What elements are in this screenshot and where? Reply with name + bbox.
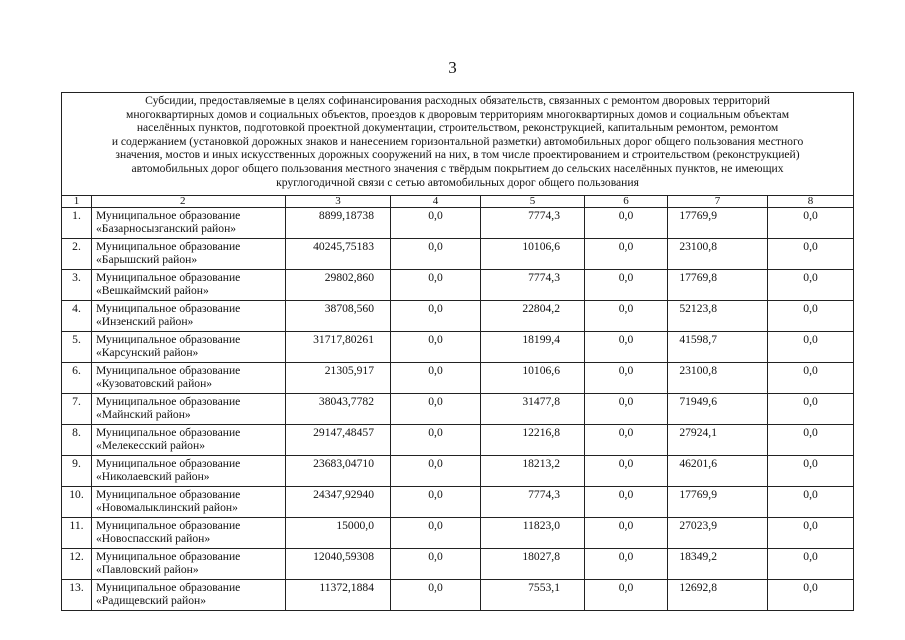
cell-col-3: 15000,0 [286, 518, 391, 549]
municipality-name [92, 394, 286, 425]
cell-col-4: 0,0 [391, 518, 481, 549]
municipality-name [92, 549, 286, 580]
cell-col-3: 31717,80261 [286, 332, 391, 363]
row-number: 5. [62, 332, 92, 363]
table-row [62, 580, 854, 611]
municipality-name-line: Муниципальное образование [96, 302, 241, 315]
cell-col-8: 0,0 [768, 332, 854, 363]
cell-col-6: 0,0 [585, 456, 668, 487]
cell-col-4: 0,0 [391, 487, 481, 518]
municipality-name-line: «Новоспасский район» [96, 532, 211, 545]
table-row [62, 394, 854, 425]
cell-col-6: 0,0 [585, 270, 668, 301]
table-row [62, 487, 854, 518]
row-number: 2. [62, 239, 92, 270]
cell-col-3: 24347,92940 [286, 487, 391, 518]
cell-col-7: 17769,8 [668, 270, 768, 301]
cell-col-7: 46201,6 [668, 456, 768, 487]
cell-col-3: 40245,75183 [286, 239, 391, 270]
cell-col-5: 11823,0 [481, 518, 585, 549]
municipality-name-line: «Павловский район» [96, 563, 199, 576]
municipality-name-line: Муниципальное образование [96, 240, 241, 253]
municipality-name [92, 425, 286, 456]
column-header: 5 [481, 196, 585, 208]
cell-col-8: 0,0 [768, 456, 854, 487]
cell-col-6: 0,0 [585, 332, 668, 363]
municipality-name-line: «Инзенский район» [96, 315, 194, 328]
table-row [62, 363, 854, 394]
title-line: Субсидии, предоставляемые в целях софинансирования расходных обязательств, связанных с ремонтом дворовых территорий [145, 94, 770, 107]
municipality-name [92, 208, 286, 239]
cell-col-6: 0,0 [585, 487, 668, 518]
municipality-name [92, 332, 286, 363]
cell-col-5: 22804,2 [481, 301, 585, 332]
row-number: 9. [62, 456, 92, 487]
cell-col-7: 41598,7 [668, 332, 768, 363]
cell-col-7: 23100,8 [668, 363, 768, 394]
cell-col-4: 0,0 [391, 456, 481, 487]
row-number: 6. [62, 363, 92, 394]
cell-col-8: 0,0 [768, 425, 854, 456]
municipality-name-line: Муниципальное образование [96, 519, 241, 532]
cell-col-8: 0,0 [768, 549, 854, 580]
row-number: 3. [62, 270, 92, 301]
municipality-name-line: Муниципальное образование [96, 209, 241, 222]
cell-col-8: 0,0 [768, 270, 854, 301]
cell-col-8: 0,0 [768, 518, 854, 549]
cell-col-5: 12216,8 [481, 425, 585, 456]
municipality-name [92, 239, 286, 270]
cell-col-4: 0,0 [391, 580, 481, 611]
municipality-name [92, 518, 286, 549]
cell-col-6: 0,0 [585, 425, 668, 456]
table-row [62, 270, 854, 301]
title-line: автомобильных дорог общего пользования местного значения с твёрдым покрытием до сельских населённых пунктов, не имеющих [131, 161, 784, 175]
row-number: 11. [62, 518, 92, 549]
municipality-name-line: «Майнский район» [96, 408, 191, 421]
table-title [62, 93, 854, 196]
cell-col-5: 10106,6 [481, 363, 585, 394]
municipality-name-line: «Барышский район» [96, 253, 198, 266]
cell-col-4: 0,0 [391, 239, 481, 270]
cell-col-8: 0,0 [768, 239, 854, 270]
municipality-name-line: «Вешкаймский район» [96, 284, 209, 297]
cell-col-8: 0,0 [768, 487, 854, 518]
cell-col-4: 0,0 [391, 363, 481, 394]
municipality-name-line: «Николаевский район» [96, 470, 210, 483]
cell-col-7: 17769,9 [668, 208, 768, 239]
row-number: 7. [62, 394, 92, 425]
subsidies-table [61, 92, 854, 611]
table-row [62, 239, 854, 270]
municipality-name-line: Муниципальное образование [96, 457, 241, 470]
cell-col-6: 0,0 [585, 208, 668, 239]
cell-col-7: 23100,8 [668, 239, 768, 270]
row-number: 1. [62, 208, 92, 239]
column-header: 7 [668, 196, 768, 208]
table-row [62, 208, 854, 239]
cell-col-6: 0,0 [585, 301, 668, 332]
table-row [62, 549, 854, 580]
cell-col-3: 29147,48457 [286, 425, 391, 456]
row-number: 8. [62, 425, 92, 456]
row-number: 10. [62, 487, 92, 518]
cell-col-8: 0,0 [768, 301, 854, 332]
cell-col-4: 0,0 [391, 301, 481, 332]
cell-col-7: 18349,2 [668, 549, 768, 580]
cell-col-4: 0,0 [391, 394, 481, 425]
cell-col-3: 38043,7782 [286, 394, 391, 425]
row-number: 12. [62, 549, 92, 580]
cell-col-4: 0,0 [391, 549, 481, 580]
municipality-name [92, 301, 286, 332]
cell-col-6: 0,0 [585, 363, 668, 394]
cell-col-8: 0,0 [768, 580, 854, 611]
cell-col-3: 11372,1884 [286, 580, 391, 611]
row-number: 4. [62, 301, 92, 332]
title-line: значения, мостов и иных искусственных дорожных сооружений на них, в том числе проектированием и строительством (реконструкцией) [115, 148, 800, 162]
municipality-name-line: Муниципальное образование [96, 426, 241, 439]
page-number: 3 [448, 58, 457, 77]
municipality-name [92, 270, 286, 301]
cell-col-7: 52123,8 [668, 301, 768, 332]
cell-col-3: 38708,560 [286, 301, 391, 332]
cell-col-4: 0,0 [391, 425, 481, 456]
cell-col-8: 0,0 [768, 208, 854, 239]
column-header: 4 [391, 196, 481, 208]
municipality-name [92, 363, 286, 394]
cell-col-5: 18027,8 [481, 549, 585, 580]
cell-col-5: 7553,1 [481, 580, 585, 611]
municipality-name [92, 580, 286, 611]
cell-col-3: 21305,917 [286, 363, 391, 394]
municipality-name-line: Муниципальное образование [96, 395, 241, 408]
municipality-name-line: Муниципальное образование [96, 550, 241, 563]
cell-col-7: 27924,1 [668, 425, 768, 456]
cell-col-3: 8899,18738 [286, 208, 391, 239]
cell-col-4: 0,0 [391, 270, 481, 301]
municipality-name-line: «Новомалыклинский район» [96, 501, 238, 514]
column-header: 8 [768, 196, 854, 208]
title-line: и содержанием (установкой дорожных знаков и нанесением горизонтальной разметки) автомобильных дорог общего пользования местного [111, 134, 804, 148]
cell-col-6: 0,0 [585, 549, 668, 580]
column-header: 3 [286, 196, 391, 208]
municipality-name-line: Муниципальное образование [96, 333, 241, 346]
municipality-name-line: «Карсунский район» [96, 346, 199, 359]
cell-col-6: 0,0 [585, 580, 668, 611]
cell-col-5: 18199,4 [481, 332, 585, 363]
municipality-name-line: «Радищевский район» [96, 594, 207, 607]
table-row [62, 456, 854, 487]
cell-col-8: 0,0 [768, 363, 854, 394]
municipality-name-line: Муниципальное образование [96, 364, 241, 377]
cell-col-5: 10106,6 [481, 239, 585, 270]
municipality-name-line: Муниципальное образование [96, 271, 241, 284]
title-line: многоквартирных домов и социальных объектов, проездов к дворовым территориям многоквартирных домов и социальным объектам [126, 107, 790, 121]
title-line: круглогодичной связи с сетью автомобильных дорог общего пользования [276, 175, 639, 189]
column-header: 1 [62, 196, 92, 208]
municipality-name [92, 487, 286, 518]
table-row [62, 301, 854, 332]
municipality-name-line: Муниципальное образование [96, 488, 241, 501]
title-line: населённых пунктов, подготовкой проектной документации, строительством, реконструкцией, капитальным ремонтом, ремонтом [136, 121, 779, 135]
municipality-name-line: «Мелекесский район» [96, 439, 205, 452]
cell-col-5: 7774,3 [481, 270, 585, 301]
cell-col-7: 12692,8 [668, 580, 768, 611]
table-row [62, 332, 854, 363]
column-header: 2 [92, 196, 286, 208]
column-number-row [62, 196, 854, 208]
cell-col-3: 12040,59308 [286, 549, 391, 580]
cell-col-3: 23683,04710 [286, 456, 391, 487]
cell-col-4: 0,0 [391, 208, 481, 239]
cell-col-7: 27023,9 [668, 518, 768, 549]
cell-col-3: 29802,860 [286, 270, 391, 301]
cell-col-8: 0,0 [768, 394, 854, 425]
table-row [62, 425, 854, 456]
cell-col-5: 31477,8 [481, 394, 585, 425]
municipality-name-line: «Кузоватовский район» [96, 377, 213, 390]
municipality-name [92, 456, 286, 487]
row-number: 13. [62, 580, 92, 611]
cell-col-6: 0,0 [585, 518, 668, 549]
cell-col-6: 0,0 [585, 394, 668, 425]
table-row [62, 518, 854, 549]
column-header: 6 [585, 196, 668, 208]
cell-col-6: 0,0 [585, 239, 668, 270]
cell-col-7: 17769,9 [668, 487, 768, 518]
cell-col-4: 0,0 [391, 332, 481, 363]
cell-col-7: 71949,6 [668, 394, 768, 425]
municipality-name-line: Муниципальное образование [96, 581, 241, 594]
cell-col-5: 7774,3 [481, 487, 585, 518]
municipality-name-line: «Базарносызганский район» [96, 222, 237, 235]
cell-col-5: 18213,2 [481, 456, 585, 487]
cell-col-5: 7774,3 [481, 208, 585, 239]
